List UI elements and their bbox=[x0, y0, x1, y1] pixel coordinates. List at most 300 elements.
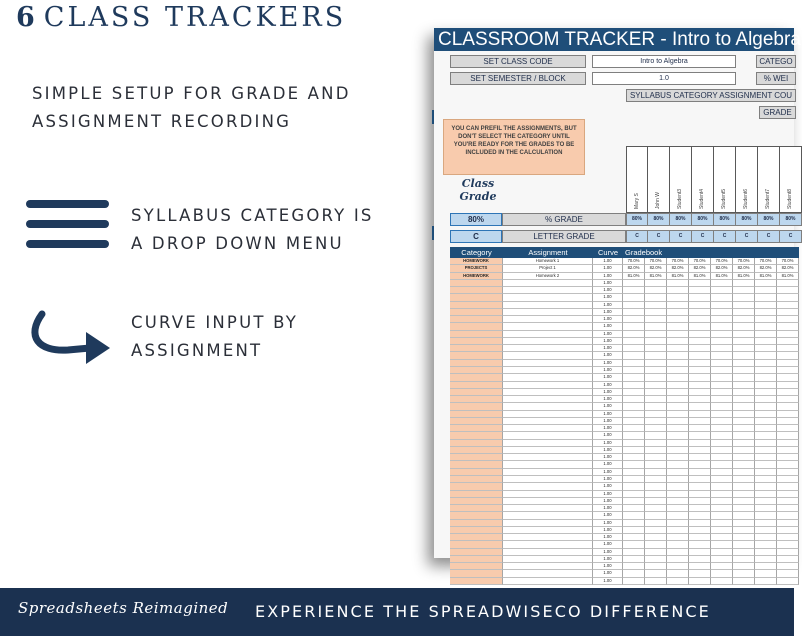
score-cell[interactable] bbox=[689, 520, 711, 527]
curve-input-cell[interactable]: 1.00 bbox=[593, 352, 623, 359]
category-dropdown-cell[interactable] bbox=[450, 403, 503, 410]
score-cell[interactable] bbox=[777, 287, 799, 294]
score-cell[interactable] bbox=[777, 294, 799, 301]
score-cell[interactable] bbox=[623, 287, 645, 294]
score-cell[interactable] bbox=[711, 570, 733, 577]
category-dropdown-cell[interactable] bbox=[450, 461, 503, 468]
score-cell[interactable] bbox=[623, 491, 645, 498]
score-cell[interactable] bbox=[711, 396, 733, 403]
score-cell[interactable] bbox=[689, 345, 711, 352]
score-cell[interactable] bbox=[711, 403, 733, 410]
score-cell[interactable] bbox=[689, 556, 711, 563]
assignment-cell[interactable] bbox=[503, 418, 593, 425]
score-cell[interactable] bbox=[667, 302, 689, 309]
score-cell[interactable] bbox=[733, 556, 755, 563]
score-cell[interactable] bbox=[623, 498, 645, 505]
score-cell[interactable] bbox=[755, 323, 777, 330]
category-dropdown-cell[interactable]: HOMEWORK bbox=[450, 258, 503, 265]
score-cell[interactable] bbox=[689, 432, 711, 439]
score-cell[interactable] bbox=[667, 411, 689, 418]
score-cell[interactable] bbox=[689, 280, 711, 287]
curve-input-cell[interactable]: 1.00 bbox=[593, 556, 623, 563]
score-cell[interactable] bbox=[733, 461, 755, 468]
category-dropdown-cell[interactable] bbox=[450, 418, 503, 425]
score-cell[interactable] bbox=[689, 418, 711, 425]
curve-input-cell[interactable]: 1.00 bbox=[593, 418, 623, 425]
score-cell[interactable] bbox=[777, 345, 799, 352]
score-cell[interactable] bbox=[777, 374, 799, 381]
score-cell[interactable] bbox=[711, 367, 733, 374]
score-cell[interactable] bbox=[777, 570, 799, 577]
score-cell[interactable] bbox=[645, 374, 667, 381]
score-cell[interactable] bbox=[711, 440, 733, 447]
score-cell[interactable] bbox=[777, 425, 799, 432]
score-cell[interactable] bbox=[711, 425, 733, 432]
score-cell[interactable]: 82.0% bbox=[689, 265, 711, 272]
assignment-cell[interactable] bbox=[503, 345, 593, 352]
score-cell[interactable] bbox=[755, 352, 777, 359]
student-name-cell[interactable]: John W bbox=[648, 146, 670, 213]
score-cell[interactable] bbox=[733, 418, 755, 425]
score-cell[interactable] bbox=[645, 403, 667, 410]
curve-input-cell[interactable]: 1.00 bbox=[593, 505, 623, 512]
score-cell[interactable] bbox=[733, 411, 755, 418]
score-cell[interactable] bbox=[667, 476, 689, 483]
category-dropdown-cell[interactable] bbox=[450, 352, 503, 359]
score-cell[interactable] bbox=[689, 382, 711, 389]
score-cell[interactable]: 70.0% bbox=[777, 258, 799, 265]
curve-input-cell[interactable]: 1.00 bbox=[593, 425, 623, 432]
category-dropdown-cell[interactable] bbox=[450, 454, 503, 461]
score-cell[interactable] bbox=[733, 432, 755, 439]
curve-input-cell[interactable]: 1.00 bbox=[593, 323, 623, 330]
score-cell[interactable] bbox=[733, 425, 755, 432]
score-cell[interactable] bbox=[755, 563, 777, 570]
score-cell[interactable] bbox=[755, 302, 777, 309]
assignment-cell[interactable] bbox=[503, 432, 593, 439]
curve-input-cell[interactable]: 1.00 bbox=[593, 345, 623, 352]
assignment-cell[interactable]: Homework 1 bbox=[503, 258, 593, 265]
score-cell[interactable] bbox=[667, 294, 689, 301]
assignment-cell[interactable] bbox=[503, 570, 593, 577]
score-cell[interactable] bbox=[667, 323, 689, 330]
score-cell[interactable] bbox=[777, 461, 799, 468]
score-cell[interactable] bbox=[623, 512, 645, 519]
score-cell[interactable] bbox=[711, 411, 733, 418]
score-cell[interactable] bbox=[777, 527, 799, 534]
score-cell[interactable] bbox=[667, 483, 689, 490]
score-cell[interactable] bbox=[623, 570, 645, 577]
score-cell[interactable] bbox=[733, 534, 755, 541]
score-cell[interactable] bbox=[623, 454, 645, 461]
score-cell[interactable] bbox=[733, 331, 755, 338]
category-dropdown-cell[interactable] bbox=[450, 440, 503, 447]
score-cell[interactable] bbox=[777, 476, 799, 483]
score-cell[interactable] bbox=[689, 440, 711, 447]
score-cell[interactable] bbox=[777, 382, 799, 389]
category-dropdown-cell[interactable]: HOMEWORK bbox=[450, 273, 503, 280]
score-cell[interactable] bbox=[777, 520, 799, 527]
student-name-cell[interactable]: Student6 bbox=[736, 146, 758, 213]
score-cell[interactable] bbox=[645, 520, 667, 527]
score-cell[interactable] bbox=[689, 549, 711, 556]
assignment-cell[interactable] bbox=[503, 352, 593, 359]
score-cell[interactable] bbox=[623, 280, 645, 287]
score-cell[interactable]: 81.0% bbox=[733, 273, 755, 280]
curve-input-cell[interactable]: 1.00 bbox=[593, 469, 623, 476]
score-cell[interactable] bbox=[645, 534, 667, 541]
score-cell[interactable] bbox=[711, 432, 733, 439]
curve-input-cell[interactable]: 1.00 bbox=[593, 440, 623, 447]
score-cell[interactable] bbox=[623, 418, 645, 425]
category-dropdown-cell[interactable] bbox=[450, 534, 503, 541]
score-cell[interactable] bbox=[711, 491, 733, 498]
score-cell[interactable] bbox=[733, 549, 755, 556]
score-cell[interactable] bbox=[711, 302, 733, 309]
category-dropdown-cell[interactable] bbox=[450, 520, 503, 527]
score-cell[interactable] bbox=[711, 374, 733, 381]
score-cell[interactable] bbox=[711, 454, 733, 461]
assignment-cell[interactable] bbox=[503, 309, 593, 316]
assignment-cell[interactable] bbox=[503, 549, 593, 556]
score-cell[interactable] bbox=[733, 367, 755, 374]
score-cell[interactable]: 81.0% bbox=[755, 273, 777, 280]
category-dropdown-cell[interactable] bbox=[450, 570, 503, 577]
score-cell[interactable] bbox=[755, 440, 777, 447]
assignment-cell[interactable] bbox=[503, 360, 593, 367]
score-cell[interactable] bbox=[689, 541, 711, 548]
score-cell[interactable] bbox=[711, 382, 733, 389]
score-cell[interactable] bbox=[667, 418, 689, 425]
score-cell[interactable] bbox=[777, 505, 799, 512]
score-cell[interactable] bbox=[711, 360, 733, 367]
score-cell[interactable] bbox=[667, 541, 689, 548]
curve-input-cell[interactable]: 1.00 bbox=[593, 549, 623, 556]
score-cell[interactable] bbox=[755, 294, 777, 301]
curve-input-cell[interactable]: 1.00 bbox=[593, 432, 623, 439]
score-cell[interactable] bbox=[733, 447, 755, 454]
category-dropdown-cell[interactable] bbox=[450, 338, 503, 345]
score-cell[interactable] bbox=[667, 520, 689, 527]
score-cell[interactable] bbox=[623, 403, 645, 410]
score-cell[interactable] bbox=[645, 316, 667, 323]
curve-input-cell[interactable]: 1.00 bbox=[593, 338, 623, 345]
semester-input[interactable]: 1.0 bbox=[592, 72, 736, 85]
score-cell[interactable]: 70.0% bbox=[755, 258, 777, 265]
score-cell[interactable] bbox=[645, 323, 667, 330]
score-cell[interactable] bbox=[623, 549, 645, 556]
score-cell[interactable] bbox=[711, 578, 733, 585]
score-cell[interactable] bbox=[623, 309, 645, 316]
score-cell[interactable] bbox=[623, 469, 645, 476]
score-cell[interactable] bbox=[777, 396, 799, 403]
score-cell[interactable] bbox=[777, 498, 799, 505]
score-cell[interactable] bbox=[755, 454, 777, 461]
score-cell[interactable] bbox=[689, 563, 711, 570]
score-cell[interactable] bbox=[667, 512, 689, 519]
score-cell[interactable] bbox=[711, 527, 733, 534]
assignment-cell[interactable] bbox=[503, 520, 593, 527]
score-cell[interactable] bbox=[667, 287, 689, 294]
curve-input-cell[interactable]: 1.00 bbox=[593, 447, 623, 454]
score-cell[interactable] bbox=[777, 352, 799, 359]
curve-input-cell[interactable]: 1.00 bbox=[593, 367, 623, 374]
score-cell[interactable] bbox=[645, 338, 667, 345]
score-cell[interactable] bbox=[755, 367, 777, 374]
category-dropdown-cell[interactable] bbox=[450, 512, 503, 519]
category-dropdown-cell[interactable] bbox=[450, 323, 503, 330]
curve-input-cell[interactable]: 1.00 bbox=[593, 316, 623, 323]
score-cell[interactable] bbox=[623, 374, 645, 381]
score-cell[interactable] bbox=[689, 396, 711, 403]
score-cell[interactable] bbox=[755, 483, 777, 490]
curve-input-cell[interactable]: 1.00 bbox=[593, 534, 623, 541]
score-cell[interactable] bbox=[733, 316, 755, 323]
score-cell[interactable] bbox=[667, 338, 689, 345]
score-cell[interactable] bbox=[667, 432, 689, 439]
score-cell[interactable] bbox=[667, 440, 689, 447]
assignment-cell[interactable] bbox=[503, 563, 593, 570]
score-cell[interactable] bbox=[733, 403, 755, 410]
assignment-cell[interactable] bbox=[503, 505, 593, 512]
score-cell[interactable] bbox=[755, 280, 777, 287]
score-cell[interactable] bbox=[667, 382, 689, 389]
category-dropdown-cell[interactable] bbox=[450, 396, 503, 403]
score-cell[interactable]: 81.0% bbox=[667, 273, 689, 280]
score-cell[interactable] bbox=[689, 316, 711, 323]
score-cell[interactable]: 70.0% bbox=[711, 258, 733, 265]
curve-input-cell[interactable]: 1.00 bbox=[593, 382, 623, 389]
assignment-cell[interactable] bbox=[503, 556, 593, 563]
score-cell[interactable] bbox=[623, 541, 645, 548]
category-dropdown-cell[interactable] bbox=[450, 549, 503, 556]
score-cell[interactable] bbox=[645, 570, 667, 577]
score-cell[interactable] bbox=[667, 396, 689, 403]
score-cell[interactable] bbox=[733, 323, 755, 330]
score-cell[interactable] bbox=[689, 512, 711, 519]
score-cell[interactable] bbox=[777, 338, 799, 345]
curve-input-cell[interactable]: 1.00 bbox=[593, 294, 623, 301]
category-dropdown-cell[interactable] bbox=[450, 469, 503, 476]
assignment-cell[interactable] bbox=[503, 534, 593, 541]
score-cell[interactable] bbox=[645, 331, 667, 338]
score-cell[interactable] bbox=[711, 352, 733, 359]
category-dropdown-cell[interactable] bbox=[450, 382, 503, 389]
score-cell[interactable] bbox=[645, 382, 667, 389]
score-cell[interactable] bbox=[777, 563, 799, 570]
category-dropdown-cell[interactable] bbox=[450, 432, 503, 439]
student-name-cell[interactable]: Student7 bbox=[758, 146, 780, 213]
score-cell[interactable] bbox=[667, 578, 689, 585]
score-cell[interactable] bbox=[733, 505, 755, 512]
curve-input-cell[interactable]: 1.00 bbox=[593, 563, 623, 570]
score-cell[interactable] bbox=[777, 578, 799, 585]
score-cell[interactable] bbox=[711, 563, 733, 570]
score-cell[interactable] bbox=[623, 331, 645, 338]
curve-input-cell[interactable]: 1.00 bbox=[593, 461, 623, 468]
score-cell[interactable] bbox=[645, 352, 667, 359]
score-cell[interactable] bbox=[689, 352, 711, 359]
score-cell[interactable] bbox=[777, 491, 799, 498]
score-cell[interactable] bbox=[667, 461, 689, 468]
score-cell[interactable] bbox=[667, 309, 689, 316]
score-cell[interactable] bbox=[689, 389, 711, 396]
assignment-cell[interactable] bbox=[503, 578, 593, 585]
score-cell[interactable]: 82.0% bbox=[711, 265, 733, 272]
curve-input-cell[interactable]: 1.00 bbox=[593, 541, 623, 548]
score-cell[interactable] bbox=[667, 505, 689, 512]
score-cell[interactable] bbox=[755, 360, 777, 367]
score-cell[interactable] bbox=[623, 382, 645, 389]
curve-input-cell[interactable]: 1.00 bbox=[593, 396, 623, 403]
score-cell[interactable] bbox=[733, 570, 755, 577]
score-cell[interactable] bbox=[733, 512, 755, 519]
score-cell[interactable] bbox=[689, 374, 711, 381]
score-cell[interactable] bbox=[777, 389, 799, 396]
score-cell[interactable] bbox=[755, 476, 777, 483]
score-cell[interactable] bbox=[777, 411, 799, 418]
score-cell[interactable] bbox=[755, 469, 777, 476]
assignment-cell[interactable] bbox=[503, 469, 593, 476]
score-cell[interactable] bbox=[755, 338, 777, 345]
curve-input-cell[interactable]: 1.00 bbox=[593, 520, 623, 527]
curve-input-cell[interactable]: 1.00 bbox=[593, 411, 623, 418]
score-cell[interactable] bbox=[711, 505, 733, 512]
category-dropdown-cell[interactable] bbox=[450, 316, 503, 323]
score-cell[interactable] bbox=[777, 556, 799, 563]
assignment-cell[interactable]: Project 1 bbox=[503, 265, 593, 272]
score-cell[interactable] bbox=[623, 323, 645, 330]
score-cell[interactable] bbox=[755, 331, 777, 338]
score-cell[interactable] bbox=[645, 541, 667, 548]
score-cell[interactable] bbox=[667, 403, 689, 410]
score-cell[interactable] bbox=[689, 461, 711, 468]
curve-input-cell[interactable]: 1.00 bbox=[593, 483, 623, 490]
score-cell[interactable] bbox=[667, 316, 689, 323]
score-cell[interactable] bbox=[667, 563, 689, 570]
score-cell[interactable] bbox=[667, 389, 689, 396]
score-cell[interactable] bbox=[689, 425, 711, 432]
score-cell[interactable] bbox=[711, 512, 733, 519]
category-dropdown-cell[interactable]: PROJECTS bbox=[450, 265, 503, 272]
score-cell[interactable] bbox=[755, 447, 777, 454]
assignment-cell[interactable] bbox=[503, 461, 593, 468]
score-cell[interactable] bbox=[645, 389, 667, 396]
assignment-cell[interactable] bbox=[503, 396, 593, 403]
category-dropdown-cell[interactable] bbox=[450, 411, 503, 418]
score-cell[interactable] bbox=[667, 331, 689, 338]
score-cell[interactable] bbox=[755, 287, 777, 294]
score-cell[interactable] bbox=[667, 447, 689, 454]
score-cell[interactable] bbox=[733, 302, 755, 309]
score-cell[interactable] bbox=[777, 309, 799, 316]
category-dropdown-cell[interactable] bbox=[450, 556, 503, 563]
score-cell[interactable] bbox=[711, 447, 733, 454]
score-cell[interactable] bbox=[711, 331, 733, 338]
score-cell[interactable]: 82.0% bbox=[755, 265, 777, 272]
score-cell[interactable] bbox=[623, 367, 645, 374]
assignment-cell[interactable] bbox=[503, 389, 593, 396]
curve-input-cell[interactable]: 1.00 bbox=[593, 360, 623, 367]
assignment-cell[interactable] bbox=[503, 512, 593, 519]
score-cell[interactable] bbox=[777, 367, 799, 374]
score-cell[interactable] bbox=[755, 541, 777, 548]
score-cell[interactable]: 70.0% bbox=[733, 258, 755, 265]
score-cell[interactable] bbox=[645, 280, 667, 287]
score-cell[interactable] bbox=[689, 367, 711, 374]
score-cell[interactable]: 82.0% bbox=[623, 265, 645, 272]
student-name-cell[interactable]: Student8 bbox=[780, 146, 802, 213]
score-cell[interactable] bbox=[689, 323, 711, 330]
score-cell[interactable] bbox=[711, 476, 733, 483]
curve-input-cell[interactable]: 1.00 bbox=[593, 578, 623, 585]
student-name-cell[interactable]: Student5 bbox=[714, 146, 736, 213]
score-cell[interactable] bbox=[645, 396, 667, 403]
score-cell[interactable] bbox=[667, 570, 689, 577]
score-cell[interactable] bbox=[733, 294, 755, 301]
assignment-cell[interactable] bbox=[503, 382, 593, 389]
curve-input-cell[interactable]: 1.00 bbox=[593, 403, 623, 410]
category-dropdown-cell[interactable] bbox=[450, 287, 503, 294]
score-cell[interactable] bbox=[733, 498, 755, 505]
score-cell[interactable] bbox=[623, 476, 645, 483]
assignment-cell[interactable] bbox=[503, 541, 593, 548]
score-cell[interactable]: 70.0% bbox=[667, 258, 689, 265]
assignment-cell[interactable] bbox=[503, 287, 593, 294]
category-dropdown-cell[interactable] bbox=[450, 527, 503, 534]
score-cell[interactable] bbox=[667, 498, 689, 505]
assignment-cell[interactable] bbox=[503, 302, 593, 309]
score-cell[interactable]: 70.0% bbox=[623, 258, 645, 265]
score-cell[interactable] bbox=[667, 556, 689, 563]
score-cell[interactable] bbox=[711, 556, 733, 563]
score-cell[interactable] bbox=[711, 345, 733, 352]
category-dropdown-cell[interactable] bbox=[450, 309, 503, 316]
category-dropdown-cell[interactable] bbox=[450, 447, 503, 454]
score-cell[interactable] bbox=[777, 483, 799, 490]
score-cell[interactable] bbox=[689, 491, 711, 498]
score-cell[interactable] bbox=[623, 411, 645, 418]
score-cell[interactable] bbox=[777, 331, 799, 338]
category-dropdown-cell[interactable] bbox=[450, 367, 503, 374]
score-cell[interactable] bbox=[755, 527, 777, 534]
score-cell[interactable] bbox=[689, 534, 711, 541]
score-cell[interactable] bbox=[689, 447, 711, 454]
category-dropdown-cell[interactable] bbox=[450, 389, 503, 396]
curve-input-cell[interactable]: 1.00 bbox=[593, 498, 623, 505]
score-cell[interactable] bbox=[623, 316, 645, 323]
score-cell[interactable]: 81.0% bbox=[645, 273, 667, 280]
curve-input-cell[interactable]: 1.00 bbox=[593, 476, 623, 483]
assignment-cell[interactable] bbox=[503, 527, 593, 534]
score-cell[interactable] bbox=[645, 418, 667, 425]
score-cell[interactable] bbox=[645, 491, 667, 498]
curve-input-cell[interactable]: 1.00 bbox=[593, 527, 623, 534]
score-cell[interactable] bbox=[667, 360, 689, 367]
score-cell[interactable] bbox=[623, 461, 645, 468]
score-cell[interactable] bbox=[645, 483, 667, 490]
score-cell[interactable] bbox=[689, 294, 711, 301]
assignment-cell[interactable] bbox=[503, 447, 593, 454]
score-cell[interactable] bbox=[623, 440, 645, 447]
assignment-cell[interactable] bbox=[503, 316, 593, 323]
score-cell[interactable] bbox=[645, 512, 667, 519]
score-cell[interactable]: 70.0% bbox=[689, 258, 711, 265]
score-cell[interactable] bbox=[689, 476, 711, 483]
score-cell[interactable] bbox=[645, 454, 667, 461]
score-cell[interactable] bbox=[755, 498, 777, 505]
assignment-cell[interactable] bbox=[503, 294, 593, 301]
